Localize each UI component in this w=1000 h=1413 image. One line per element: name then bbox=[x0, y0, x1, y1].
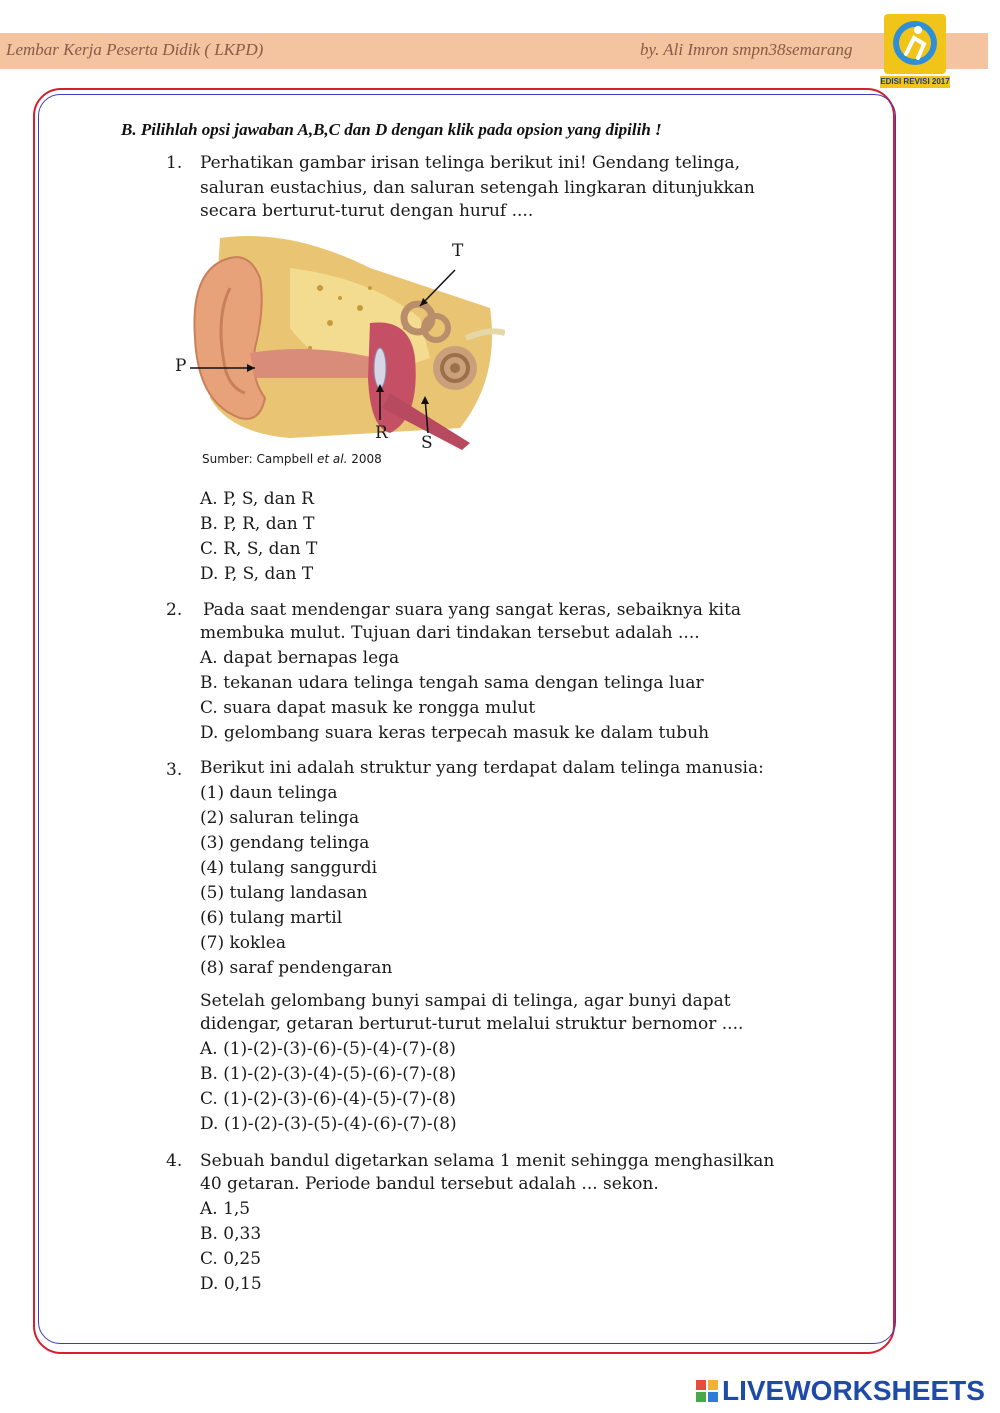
q4-option-c[interactable]: C. 0,25 bbox=[200, 1249, 262, 1269]
q1-line-2: saluran eustachius, dan saluran setengah lingkaran ditunjukkan bbox=[200, 178, 755, 198]
q3-item-1: (1) daun telinga bbox=[200, 783, 338, 803]
q3-option-d[interactable]: D. (1)-(2)-(3)-(5)-(4)-(6)-(7)-(8) bbox=[200, 1114, 457, 1134]
ear-diagram bbox=[170, 228, 505, 453]
q2-option-a[interactable]: A. dapat bernapas lega bbox=[200, 648, 400, 668]
label-s: S bbox=[421, 433, 433, 453]
q3-number: 3. bbox=[166, 760, 183, 780]
q3-line-1: Setelah gelombang bunyi sampai di telinga, agar bunyi dapat bbox=[200, 991, 731, 1011]
kurikulum-logo-icon bbox=[884, 14, 946, 74]
q3-option-b[interactable]: B. (1)-(2)-(3)-(4)-(5)-(6)-(7)-(8) bbox=[200, 1064, 457, 1084]
header-author: by. Ali Imron smpn38semarang bbox=[640, 40, 853, 59]
q3-item-6: (6) tulang martil bbox=[200, 908, 343, 928]
q4-line-1: Sebuah bandul digetarkan selama 1 menit sehingga menghasilkan bbox=[200, 1151, 775, 1171]
q1-number: 1. bbox=[166, 153, 183, 173]
q3-item-5: (5) tulang landasan bbox=[200, 883, 368, 903]
q3-option-c[interactable]: C. (1)-(2)-(3)-(6)-(4)-(5)-(7)-(8) bbox=[200, 1089, 457, 1109]
q4-number: 4. bbox=[166, 1151, 183, 1171]
section-title: B. Pilihlah opsi jawaban A,B,C dan D dengan klik pada opsion yang dipilih ! bbox=[121, 120, 662, 139]
liveworksheets-icon bbox=[696, 1380, 718, 1402]
q4-option-d[interactable]: D. 0,15 bbox=[200, 1274, 262, 1294]
q2-line-2: membuka mulut. Tujuan dari tindakan tersebut adalah .... bbox=[200, 623, 700, 643]
q2-option-c[interactable]: C. suara dapat masuk ke rongga mulut bbox=[200, 698, 536, 718]
q2-option-b[interactable]: B. tekanan udara telinga tengah sama dengan telinga luar bbox=[200, 673, 704, 693]
liveworksheets-brand[interactable]: LIVEWORKSHEETS bbox=[722, 1375, 985, 1406]
q3-intro: Berikut ini adalah struktur yang terdapat dalam telinga manusia: bbox=[200, 758, 764, 778]
figure-caption: Sumber: Campbell et al. 2008 bbox=[202, 452, 382, 466]
logo-edition-label: EDISI REVISI 2017 bbox=[880, 77, 950, 86]
q3-option-a[interactable]: A. (1)-(2)-(3)-(6)-(5)-(4)-(7)-(8) bbox=[200, 1039, 456, 1059]
q3-line-2: didengar, getaran berturut-turut melalui struktur bernomor .... bbox=[200, 1014, 744, 1034]
ear-cross-section-figure bbox=[170, 228, 505, 468]
q3-item-2: (2) saluran telinga bbox=[200, 808, 360, 828]
q3-item-8: (8) saraf pendengaran bbox=[200, 958, 393, 978]
q2-line-1: Pada saat mendengar suara yang sangat keras, sebaiknya kita bbox=[203, 600, 742, 620]
kurikulum-logo bbox=[884, 14, 946, 74]
q4-option-a[interactable]: A. 1,5 bbox=[200, 1199, 251, 1219]
label-p: P bbox=[175, 356, 187, 376]
q3-item-3: (3) gendang telinga bbox=[200, 833, 370, 853]
q1-line-3: secara berturut-turut dengan huruf .... bbox=[200, 201, 534, 221]
q4-option-b[interactable]: B. 0,33 bbox=[200, 1224, 262, 1244]
q1-option-c[interactable]: C. R, S, dan T bbox=[200, 539, 318, 559]
q2-option-d[interactable]: D. gelombang suara keras terpecah masuk ke dalam tubuh bbox=[200, 723, 710, 743]
q3-item-7: (7) koklea bbox=[200, 933, 286, 953]
q1-option-b[interactable]: B. P, R, dan T bbox=[200, 514, 315, 534]
q1-option-a[interactable]: A. P, S, dan R bbox=[200, 489, 314, 509]
label-r: R bbox=[375, 423, 388, 443]
q1-option-d[interactable]: D. P, S, dan T bbox=[200, 564, 314, 584]
header-title: Lembar Kerja Peserta Didik ( LKPD) bbox=[6, 40, 264, 59]
q3-item-4: (4) tulang sanggurdi bbox=[200, 858, 378, 878]
q4-line-2: 40 getaran. Periode bandul tersebut adalah ... sekon. bbox=[200, 1174, 659, 1194]
q2-number: 2. bbox=[166, 600, 183, 620]
q1-line-1: Perhatikan gambar irisan telinga berikut ini! Gendang telinga, bbox=[200, 153, 741, 173]
label-t: T bbox=[452, 241, 464, 261]
